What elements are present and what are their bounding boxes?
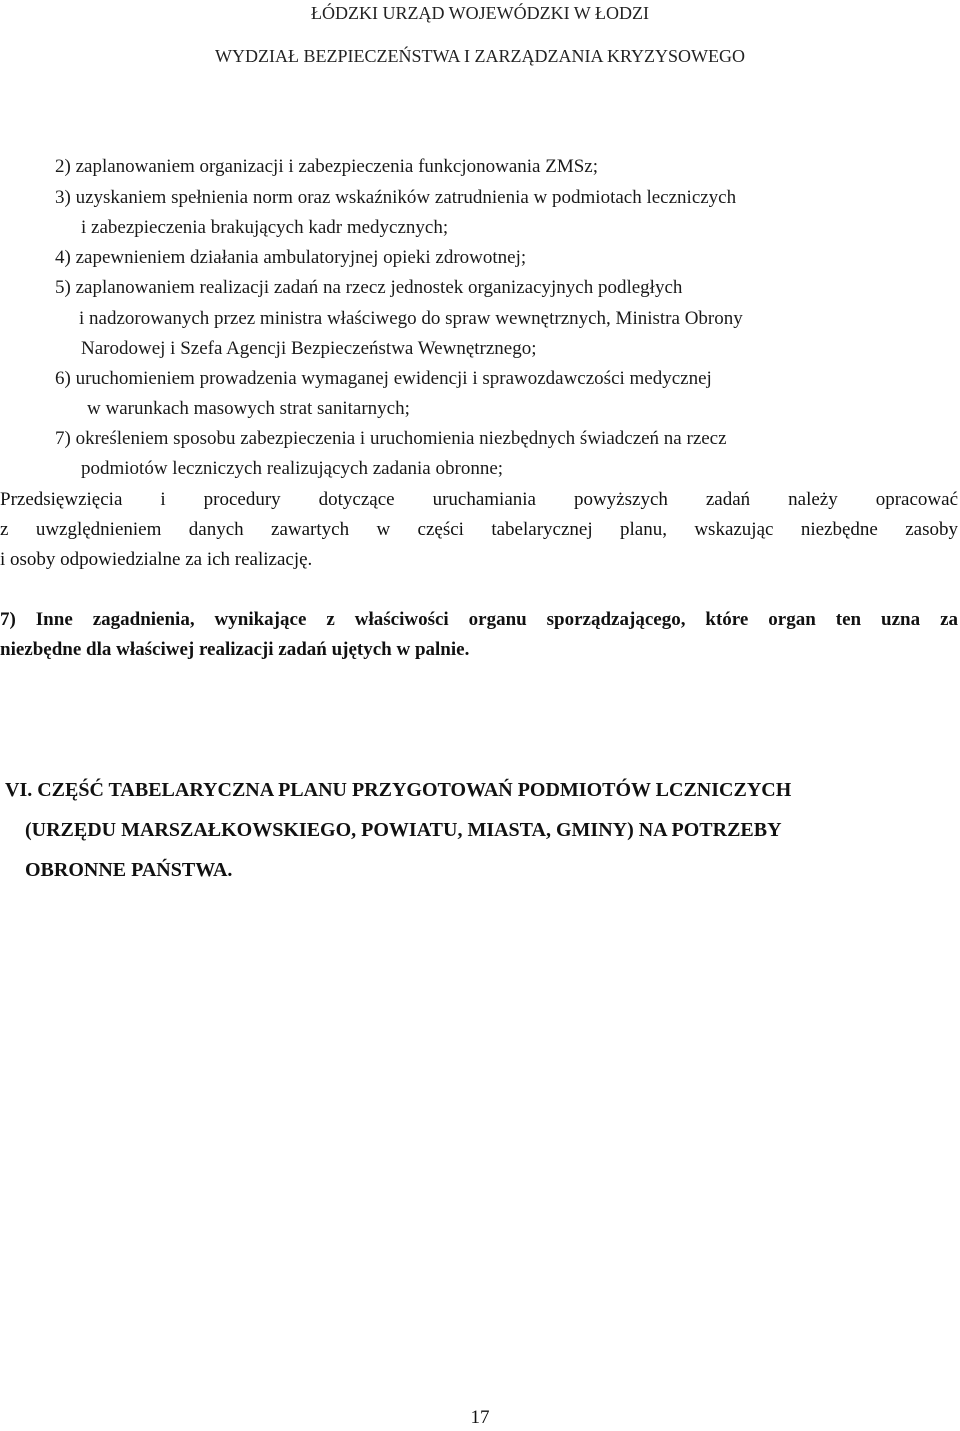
header-department-name: WYDZIAŁ BEZPIECZEŃSTWA I ZARZĄDZANIA KRYZYSOWEGO [215, 46, 745, 66]
list-item-2: 2) zaplanowaniem organizacji i zabezpieczenia funkcjonowania ZMSz; [55, 156, 599, 177]
list-item-3-line-1: 3) uzyskaniem spełnienia norm oraz wskaźników zatrudnienia w podmiotach leczniczych [55, 187, 737, 208]
list-item-7-line-1: 7) określeniem sposobu zabezpieczenia i uruchomienia niezbędnych świadczeń na rzecz [55, 428, 727, 449]
section-heading-line-3: OBRONNE PAŃSTWA. [25, 859, 233, 881]
list-item-5-line-1: 5) zaplanowaniem realizacji zadań na rzecz jednostek organizacyjnych podległych [55, 277, 683, 298]
section-heading-line-2: (URZĘDU MARSZAŁKOWSKIEGO, POWIATU, MIASTA, GMINY) NA POTRZEBY [25, 819, 782, 841]
paragraph-line-1: Przedsięwzięcia i procedury dotyczące uruchamiania powyższych zadań należy opracować [0, 489, 958, 510]
header-office-name: ŁÓDZKI URZĄD WOJEWÓDZKI W ŁODZI [311, 3, 649, 23]
list-item-3-line-2: i zabezpieczenia brakujących kadr medycznych; [81, 217, 449, 238]
point-7-line-1: 7) Inne zagadnienia, wynikające z właściwości organu sporządzającego, które organ ten uzna za [0, 609, 958, 630]
list-item-5-line-2: i nadzorowanych przez ministra właściwego do spraw wewnętrznych, Ministra Obrony [79, 308, 743, 329]
list-item-7-line-2: podmiotów leczniczych realizujących zadania obronne; [81, 458, 504, 479]
paragraph-line-2: z uwzględnieniem danych zawartych w części tabelarycznej planu, wskazując niezbędne zasoby [0, 519, 958, 540]
page-number: 17 [470, 1407, 490, 1428]
list-item-5-line-3: Narodowej i Szefa Agencji Bezpieczeństwa Wewnętrznego; [81, 338, 537, 359]
section-heading-line-1: VI. CZĘŚĆ TABELARYCZNA PLANU PRZYGOTOWAŃ PODMIOTÓW LCZNICZYCH [5, 779, 792, 801]
point-7-line-2: niezbędne dla właściwej realizacji zadań ujętych w palnie. [0, 639, 470, 660]
list-item-6-line-2: w warunkach masowych strat sanitarnych; [87, 398, 410, 419]
list-item-4: 4) zapewnieniem działania ambulatoryjnej opieki zdrowotnej; [55, 247, 527, 268]
paragraph-line-3: i osoby odpowiedzialne za ich realizację. [0, 549, 313, 570]
list-item-6-line-1: 6) uruchomieniem prowadzenia wymaganej ewidencji i sprawozdawczości medycznej [55, 368, 712, 389]
